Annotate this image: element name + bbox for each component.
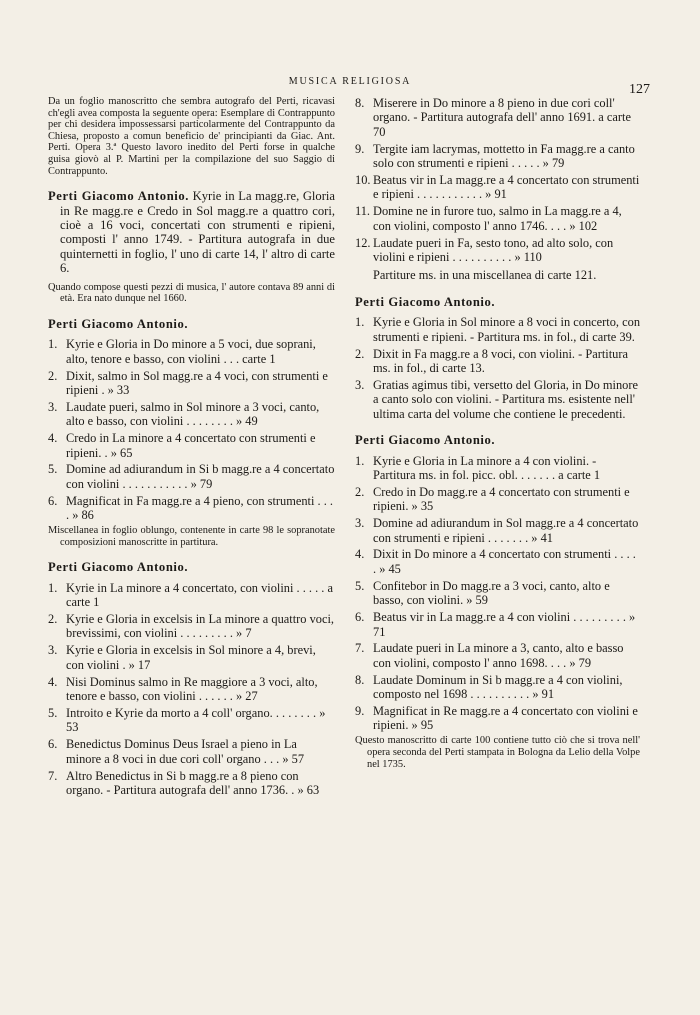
item-number: 9. bbox=[355, 704, 365, 719]
item-text: Domine ad adiurandum in Sol magg.re a 4 concertato con strumenti e ripieni . . . . . . . » 41 bbox=[373, 516, 639, 545]
item-text: Kyrie e Gloria in Do minore a 5 voci, due soprani, alto, tenore e basso, con violini . . . carte 1 bbox=[66, 337, 316, 366]
item-text: Magnificat in Re magg.re a 4 concertato con violini e ripieni. » 95 bbox=[373, 704, 638, 733]
item-number: 7. bbox=[355, 641, 365, 656]
item-text: Magnificat in Fa magg.re a 4 pieno, con strumenti . . . . » 86 bbox=[66, 493, 334, 523]
item-number: 4. bbox=[355, 547, 365, 562]
list-item bbox=[355, 173, 640, 202]
item-text: Beatus vir in La magg.re a 4 concertato con strumenti e ripieni . . . . . . . . . . . » 91 bbox=[373, 173, 640, 202]
page-number: 127 bbox=[629, 82, 650, 97]
list-item bbox=[355, 673, 640, 702]
list-item bbox=[48, 431, 335, 460]
list-item bbox=[355, 315, 640, 344]
left-column bbox=[48, 96, 335, 800]
item-text: Kyrie e Gloria in Sol minore a 8 voci in concerto, con strumenti e ripieni. - Partitura ms. in fol., di carte 39. bbox=[373, 315, 641, 344]
running-title: MUSICA RELIGIOSA bbox=[288, 76, 412, 87]
catalog-entry-d-author bbox=[355, 295, 640, 309]
list-item bbox=[355, 236, 640, 265]
item-number: 11. bbox=[355, 204, 371, 219]
item-number: 6. bbox=[48, 493, 58, 508]
entry-b-note: Miscellanea in foglio oblungo, contenente in carte 98 le sopranotate composizioni manoscritte in partitura. bbox=[48, 525, 335, 548]
item-number: 1. bbox=[355, 453, 365, 468]
entry-c-list bbox=[48, 581, 335, 798]
item-number: 4. bbox=[48, 674, 58, 689]
list-item bbox=[48, 369, 335, 398]
item-number: 1. bbox=[48, 337, 58, 352]
entry-e-note: Questo manoscritto di carte 100 contiene tutto ciò che si trova nell' opera seconda del Perti stampata in Bologna da Lelio della Volpe nel 1735. bbox=[355, 735, 640, 770]
item-text: Kyrie e Gloria in excelsis in La minore a quattro voci, brevissimi, con violini . . . . . . . . . » 7 bbox=[66, 611, 335, 641]
item-text: Laudate pueri in La minore a 3, canto, alto e basso con violini, composto l' anno 1698. . . . » 79 bbox=[373, 641, 624, 670]
item-number: 1. bbox=[48, 580, 58, 595]
list-item bbox=[48, 462, 335, 491]
item-text: Nisi Dominus salmo in Re maggiore a 3 voci, alto, tenore e basso, con violini . . . . . . » 27 bbox=[66, 674, 318, 703]
entry-d-list bbox=[355, 315, 640, 421]
entry-author: Perti Giacomo Antonio. bbox=[48, 189, 190, 204]
list-item bbox=[355, 378, 640, 421]
item-number: 3. bbox=[355, 516, 365, 531]
item-number: 3. bbox=[48, 399, 58, 414]
list-item bbox=[355, 704, 640, 733]
list-item bbox=[355, 142, 640, 171]
list-item bbox=[355, 347, 640, 376]
item-text: Altro Benedictus in Si b magg.re a 8 pieno con organo. - Partitura autografa dell' anno 1736. . » 63 bbox=[66, 768, 320, 797]
item-text: Gratias agimus tibi, versetto del Gloria, in Do minore a canto solo con violini. - Partitura ms. esistente nell' ultima carta del volume che contiene le precedenti. bbox=[373, 377, 638, 421]
list-item bbox=[355, 485, 640, 514]
list-item bbox=[48, 769, 335, 798]
list-item bbox=[48, 675, 335, 704]
list-item bbox=[48, 581, 335, 610]
item-number: 5. bbox=[48, 705, 58, 720]
item-text: Kyrie e Gloria in excelsis in Sol minore a 4, brevi, con violini . » 17 bbox=[66, 643, 316, 672]
item-text: Kyrie e Gloria in La minore a 4 con violini. - Partitura ms. in fol. picc. obl. . . . . . . a carte 1 bbox=[373, 453, 601, 482]
item-text: Tergite iam lacrymas, mottetto in Fa magg.re a canto solo con strumenti e ripieni . . . . . » 79 bbox=[373, 141, 635, 171]
list-item bbox=[355, 579, 640, 608]
list-item bbox=[48, 494, 335, 523]
item-text: Benedictus Dominus Deus Israel a pieno in La minore a 8 voci in due cori coll' organo . . . » 57 bbox=[66, 737, 305, 766]
item-number: 10. bbox=[355, 173, 371, 188]
item-text: Domine ne in furore tuo, salmo in La magg.re a 4, con violini, composto l' anno 1746. . . . » 102 bbox=[373, 204, 622, 233]
entry-author: Perti Giacomo Antonio. bbox=[48, 316, 189, 331]
item-number: 9. bbox=[355, 141, 365, 156]
catalog-entry-e-author bbox=[355, 433, 640, 447]
item-number: 6. bbox=[355, 610, 365, 625]
entry-a-note: Quando compose questi pezzi di musica, l' autore contava 89 anni di età. Era nato dunque nel 1660. bbox=[48, 281, 335, 305]
list-item bbox=[355, 610, 640, 639]
catalog-entry-a bbox=[48, 189, 335, 275]
list-item bbox=[48, 337, 335, 366]
entry-e-list bbox=[355, 454, 640, 733]
continued-list bbox=[355, 96, 640, 264]
item-number: 8. bbox=[355, 96, 365, 110]
list-item bbox=[48, 737, 335, 766]
entry-author: Perti Giacomo Antonio. bbox=[355, 294, 496, 309]
catalog-entry-c-author bbox=[48, 560, 335, 574]
item-text: Laudate Dominum in Si b magg.re a 4 con violini, composto nel 1698 . . . . . . . . . . » 91 bbox=[373, 672, 623, 702]
list-item bbox=[48, 706, 335, 735]
item-number: 2. bbox=[355, 346, 365, 361]
catalog-entry-b-author bbox=[48, 317, 335, 331]
item-text: Beatus vir in La magg.re a 4 con violini . . . . . . . . . » 71 bbox=[373, 610, 636, 639]
item-number: 1. bbox=[355, 315, 365, 330]
item-number: 2. bbox=[355, 484, 365, 499]
item-number: 2. bbox=[48, 611, 58, 626]
item-text: Credo in La minore a 4 concertato con strumenti e ripieni. . » 65 bbox=[66, 431, 316, 460]
list-item bbox=[355, 204, 640, 233]
list-item bbox=[355, 516, 640, 545]
item-number: 5. bbox=[48, 462, 58, 477]
item-text: Miserere in Do minore a 8 pieno in due cori coll' organo. - Partitura autografa dell' anno 1691. a carte 70 bbox=[373, 96, 631, 139]
item-number: 3. bbox=[355, 377, 365, 392]
item-number: 2. bbox=[48, 368, 58, 383]
item-text: Dixit in Do minore a 4 concertato con strumenti . . . . . » 45 bbox=[373, 547, 636, 576]
item-text: Confitebor in Do magg.re a 3 voci, canto, alto e basso, con violini. » 59 bbox=[373, 578, 610, 608]
list-item bbox=[48, 400, 335, 429]
list-item bbox=[48, 612, 335, 641]
right-column bbox=[355, 96, 640, 780]
item-text: Credo in Do magg.re a 4 concertato con strumenti e ripieni. » 35 bbox=[373, 484, 630, 514]
item-number: 8. bbox=[355, 672, 365, 687]
entry-b-list bbox=[48, 337, 335, 522]
item-text: Laudate pueri in Fa, sesto tono, ad alto solo, con violini e ripieni . . . . . . . . . . » 110 bbox=[373, 235, 614, 265]
item-text: Introito e Kyrie da morto a 4 coll' organo. . . . . . . . » 53 bbox=[66, 705, 326, 735]
item-number: 3. bbox=[48, 643, 58, 658]
list-item bbox=[48, 643, 335, 672]
entry-description: Kyrie in La magg.re, Gloria in Re magg.re e Credo in Sol magg.re a quattro cori, cioè a 16 voci, concertati con strumenti e ripieni, composti l' anno 1749. - Partitura autografa in due quinternetti in foglio, l' uno di carte 14, l' altro di carte 6. bbox=[60, 189, 335, 276]
item-number: 12. bbox=[355, 235, 371, 250]
entry-author: Perti Giacomo Antonio. bbox=[48, 560, 189, 575]
item-number: 4. bbox=[48, 431, 58, 446]
intro-note: Da un foglio manoscritto che sembra autografo del Perti, ricavasi ch'egli avea composta la seguente opera: Esemplare di Contrappunto per chi desidera impossessarsi particolarmente del Contrappunto da Chiesa, proposto a comun beneficio de' principianti da Giac. Ant. Perti. Opera 3.ª Questo lavoro inedito del Perti forse in qualche guisa giovò al P. Martini per la compilazione del suo Saggio di Contrappunto. bbox=[48, 96, 335, 177]
item-number: 6. bbox=[48, 737, 58, 752]
item-text: Kyrie in La minore a 4 concertato, con violini . . . . . a carte 1 bbox=[66, 580, 334, 610]
item-number: 5. bbox=[355, 578, 365, 593]
list-item bbox=[355, 96, 640, 139]
list-item bbox=[355, 641, 640, 670]
item-text: Laudate pueri, salmo in Sol minore a 3 voci, canto, alto e basso, con violini . . . . . . . . » 49 bbox=[66, 399, 320, 429]
list-item bbox=[355, 454, 640, 483]
item-text: Dixit in Fa magg.re a 8 voci, con violini. - Partitura ms. in fol., di carte 13. bbox=[373, 346, 628, 375]
item-number: 7. bbox=[48, 768, 58, 783]
entry-author: Perti Giacomo Antonio. bbox=[355, 433, 496, 448]
closing-note: Partiture ms. in una miscellanea di carte 121. bbox=[373, 268, 597, 283]
item-text: Domine ad adiurandum in Si b magg.re a 4 concertato con violini . . . . . . . . . . . » 79 bbox=[66, 462, 335, 491]
list-item bbox=[355, 547, 640, 576]
item-text: Dixit, salmo in Sol magg.re a 4 voci, con strumenti e ripieni . » 33 bbox=[66, 368, 328, 397]
